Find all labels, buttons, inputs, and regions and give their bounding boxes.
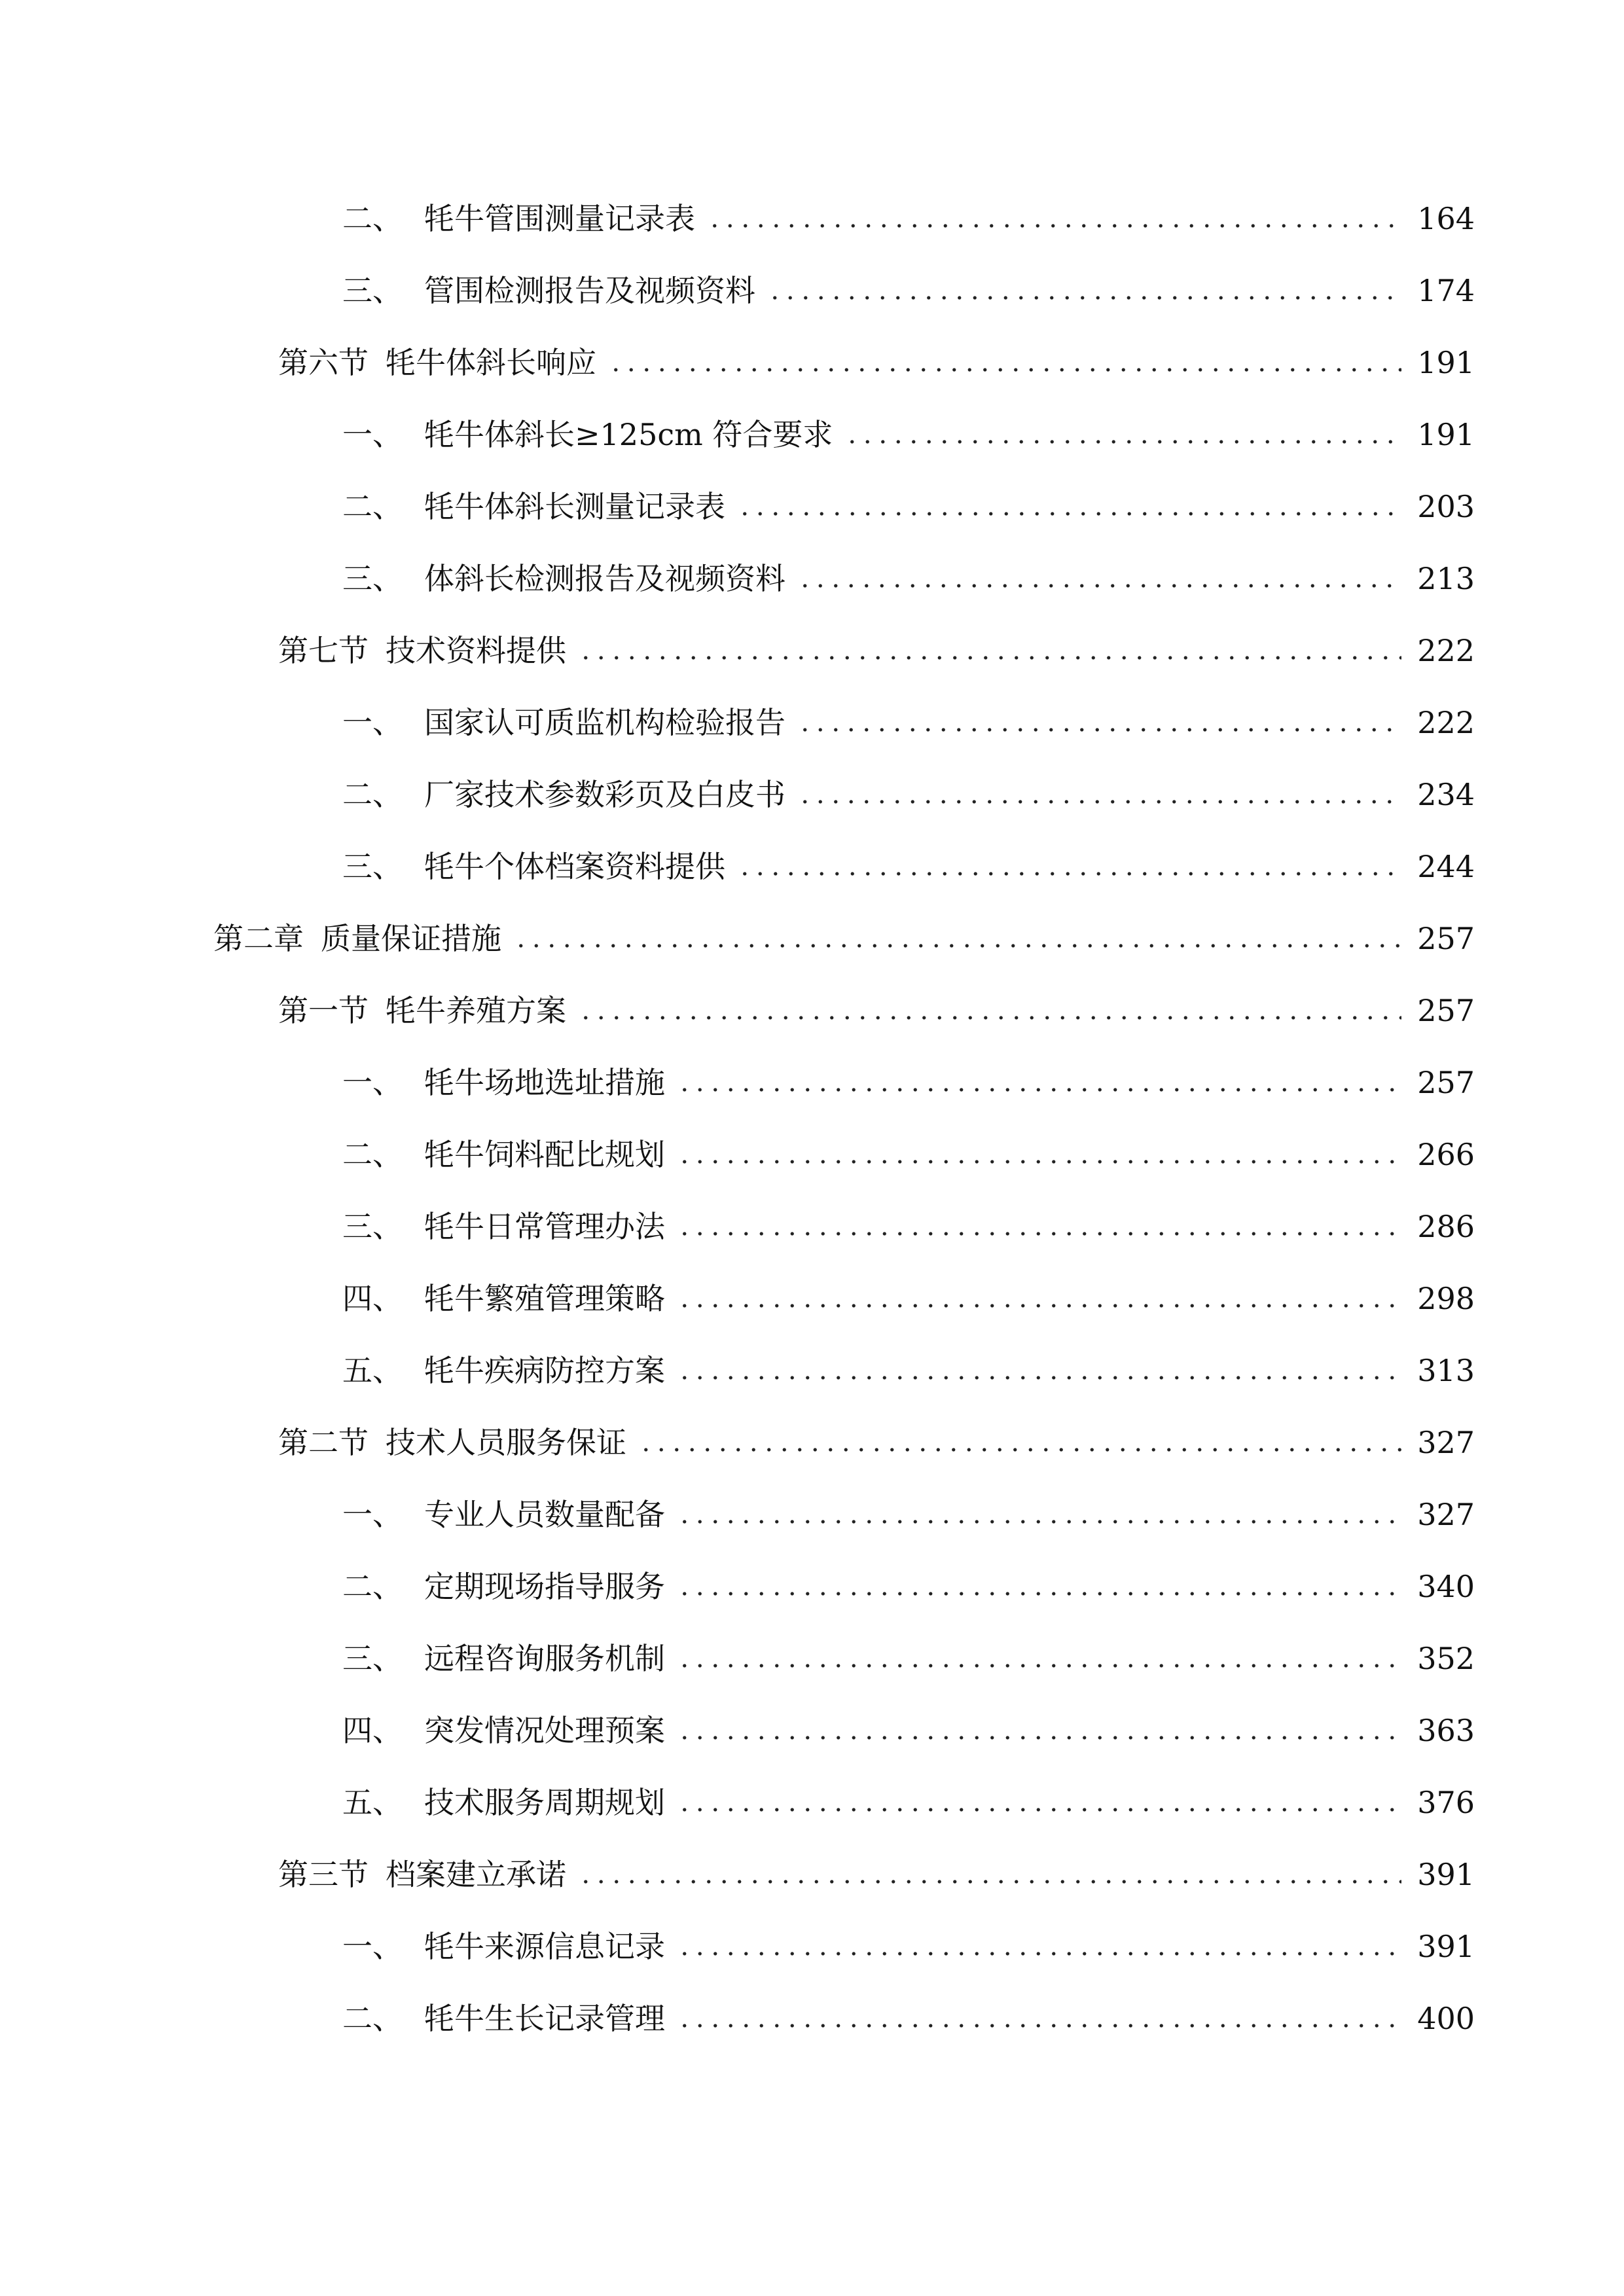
- toc-entry-number: 三、: [342, 273, 403, 308]
- dot-leader: [578, 1880, 1401, 1884]
- dot-leader: [737, 872, 1401, 876]
- toc-entry[interactable]: [278, 327, 1475, 399]
- toc-entry-page-number: 257: [1417, 1065, 1475, 1100]
- toc-entry-number: 二、: [342, 1137, 403, 1172]
- toc-entry[interactable]: [278, 1407, 1475, 1479]
- toc-entry[interactable]: [342, 1119, 1475, 1191]
- toc-entry[interactable]: [278, 615, 1475, 687]
- toc-entry-title: 牦牛个体档案资料提供: [424, 849, 725, 884]
- toc-entry-number: 二、: [342, 489, 403, 524]
- toc-entry-page-number: 234: [1417, 777, 1475, 812]
- toc-entry-number: 第二章: [213, 921, 304, 956]
- toc-entry[interactable]: [213, 903, 1475, 975]
- dot-leader: [677, 2024, 1401, 2028]
- toc-entry[interactable]: [342, 1191, 1475, 1263]
- toc-entry-number: 一、: [342, 1497, 403, 1532]
- toc-entry-page-number: 313: [1417, 1353, 1475, 1388]
- toc-entry-title: 质量保证措施: [321, 921, 501, 956]
- toc-entry[interactable]: [342, 1982, 1475, 2054]
- toc-entry[interactable]: [342, 759, 1475, 831]
- dot-leader: [844, 440, 1401, 444]
- toc-entry-title: 牦牛饲料配比规划: [424, 1137, 665, 1172]
- toc-entry-number: 第一节: [278, 993, 369, 1028]
- toc-entry-number: 三、: [342, 1641, 403, 1676]
- toc-entry-title: 牦牛体斜长测量记录表: [424, 489, 725, 524]
- toc-entry-page-number: 352: [1417, 1641, 1475, 1676]
- toc-entry[interactable]: [342, 1910, 1475, 1982]
- toc-entry-page-number: 164: [1417, 201, 1475, 236]
- toc-entry-page-number: 327: [1417, 1425, 1475, 1460]
- dot-leader: [513, 944, 1401, 948]
- toc-entry[interactable]: [342, 1047, 1475, 1119]
- toc-entry-title: 牦牛养殖方案: [386, 993, 566, 1028]
- dot-leader: [677, 1160, 1401, 1164]
- toc-entry-title: 牦牛疾病防控方案: [424, 1353, 665, 1388]
- toc-entry-title: 国家认可质监机构检验报告: [424, 705, 785, 740]
- toc-entry-page-number: 363: [1417, 1713, 1475, 1748]
- toc-entry[interactable]: [342, 687, 1475, 759]
- dot-leader: [608, 368, 1401, 372]
- toc-entry-title: 牦牛日常管理办法: [424, 1209, 665, 1244]
- toc-entry-number: 二、: [342, 1569, 403, 1604]
- dot-leader: [677, 1664, 1401, 1668]
- toc-entry-number: 第六节: [278, 345, 369, 380]
- toc-entry[interactable]: [342, 471, 1475, 543]
- toc-entry-page-number: 203: [1417, 489, 1475, 524]
- toc-entry-title: 档案建立承诺: [386, 1857, 566, 1892]
- toc-entry-number: 二、: [342, 777, 403, 812]
- dot-leader: [677, 1592, 1401, 1596]
- toc-entry-number: 一、: [342, 417, 403, 452]
- toc-entry-number: 二、: [342, 201, 403, 236]
- toc-entry-page-number: 191: [1417, 417, 1475, 452]
- toc-entry-page-number: 222: [1417, 705, 1475, 740]
- toc-entry-page-number: 391: [1417, 1929, 1475, 1964]
- toc-entry-title: 体斜长检测报告及视频资料: [424, 561, 785, 596]
- toc-entry-number: 五、: [342, 1353, 403, 1388]
- toc-entry-page-number: 257: [1417, 921, 1475, 956]
- toc-entry[interactable]: [342, 1263, 1475, 1335]
- toc-entry[interactable]: [342, 183, 1475, 255]
- dot-leader: [677, 1376, 1401, 1380]
- toc-entry-title: 牦牛来源信息记录: [424, 1929, 665, 1964]
- toc-entry-number: 四、: [342, 1281, 403, 1316]
- toc-entry-title: 专业人员数量配备: [424, 1497, 665, 1532]
- dot-leader: [677, 1304, 1401, 1308]
- dot-leader: [638, 1448, 1401, 1452]
- toc-entry[interactable]: [342, 1623, 1475, 1695]
- toc-entry[interactable]: [278, 975, 1475, 1047]
- dot-leader: [797, 728, 1401, 732]
- dot-leader: [677, 1520, 1401, 1524]
- toc-entry-page-number: 376: [1417, 1785, 1475, 1820]
- toc-entry[interactable]: [342, 1479, 1475, 1551]
- toc-entry-number: 第三节: [278, 1857, 369, 1892]
- toc-entry-number: 一、: [342, 705, 403, 740]
- toc-entry-title: 管围检测报告及视频资料: [424, 273, 755, 308]
- dot-leader: [578, 1016, 1401, 1020]
- toc-entry[interactable]: [342, 1335, 1475, 1407]
- toc-entry-page-number: 286: [1417, 1209, 1475, 1244]
- toc-entry-title: 突发情况处理预案: [424, 1713, 665, 1748]
- toc-entry-page-number: 191: [1417, 345, 1475, 380]
- dot-leader: [677, 1736, 1401, 1740]
- toc-entry-number: 四、: [342, 1713, 403, 1748]
- toc-entry-page-number: 222: [1417, 633, 1475, 668]
- dot-leader: [677, 1088, 1401, 1092]
- toc-entry-title: 厂家技术参数彩页及白皮书: [424, 777, 785, 812]
- toc-entry-page-number: 298: [1417, 1281, 1475, 1316]
- dot-leader: [578, 656, 1401, 660]
- toc-entry-number: 三、: [342, 561, 403, 596]
- toc-entry-number: 三、: [342, 849, 403, 884]
- dot-leader: [677, 1952, 1401, 1956]
- toc-entry-title: 技术人员服务保证: [386, 1425, 626, 1460]
- toc-entry-number: 一、: [342, 1929, 403, 1964]
- toc-entry-title: 牦牛体斜长≥125cm 符合要求: [424, 417, 833, 452]
- toc-entry-page-number: 340: [1417, 1569, 1475, 1604]
- dot-leader: [767, 296, 1401, 300]
- toc-entry-title: 技术服务周期规划: [424, 1785, 665, 1820]
- toc-entry-number: 五、: [342, 1785, 403, 1820]
- toc-entry-title: 牦牛繁殖管理策略: [424, 1281, 665, 1316]
- toc-entry-page-number: 266: [1417, 1137, 1475, 1172]
- toc-entry[interactable]: [342, 1767, 1475, 1839]
- toc-entry-number: 第二节: [278, 1425, 369, 1460]
- toc-entry-page-number: 327: [1417, 1497, 1475, 1532]
- toc-entry[interactable]: [342, 1551, 1475, 1623]
- toc-entry-title: 牦牛体斜长响应: [386, 345, 596, 380]
- toc-entry-page-number: 400: [1417, 2001, 1475, 2036]
- toc-entry-page-number: 257: [1417, 993, 1475, 1028]
- dot-leader: [677, 1232, 1401, 1236]
- toc-entry-title: 牦牛生长记录管理: [424, 2001, 665, 2036]
- toc-entry[interactable]: [278, 1839, 1475, 1910]
- dot-leader: [677, 1808, 1401, 1812]
- toc-entry[interactable]: [342, 399, 1475, 471]
- dot-leader: [707, 224, 1401, 228]
- toc-entry-title: 定期现场指导服务: [424, 1569, 665, 1604]
- dot-leader: [797, 800, 1401, 804]
- toc-entry-title: 远程咨询服务机制: [424, 1641, 665, 1676]
- toc-entry[interactable]: [342, 1695, 1475, 1767]
- toc-entry[interactable]: [342, 255, 1475, 327]
- toc-entry-page-number: 391: [1417, 1857, 1475, 1892]
- toc-entry-title: 牦牛管围测量记录表: [424, 201, 695, 236]
- toc-entry-number: 一、: [342, 1065, 403, 1100]
- dot-leader: [737, 512, 1401, 516]
- toc-entry-title: 牦牛场地选址措施: [424, 1065, 665, 1100]
- toc-entry-page-number: 244: [1417, 849, 1475, 884]
- dot-leader: [797, 584, 1401, 588]
- toc-entry-title: 技术资料提供: [386, 633, 566, 668]
- toc-entry-number: 二、: [342, 2001, 403, 2036]
- toc-entry-number: 三、: [342, 1209, 403, 1244]
- toc-entry-number: 第七节: [278, 633, 369, 668]
- toc-entry[interactable]: [342, 831, 1475, 903]
- toc-entry-page-number: 213: [1417, 561, 1475, 596]
- toc-entry-page-number: 174: [1417, 273, 1475, 308]
- toc-entry[interactable]: [342, 543, 1475, 615]
